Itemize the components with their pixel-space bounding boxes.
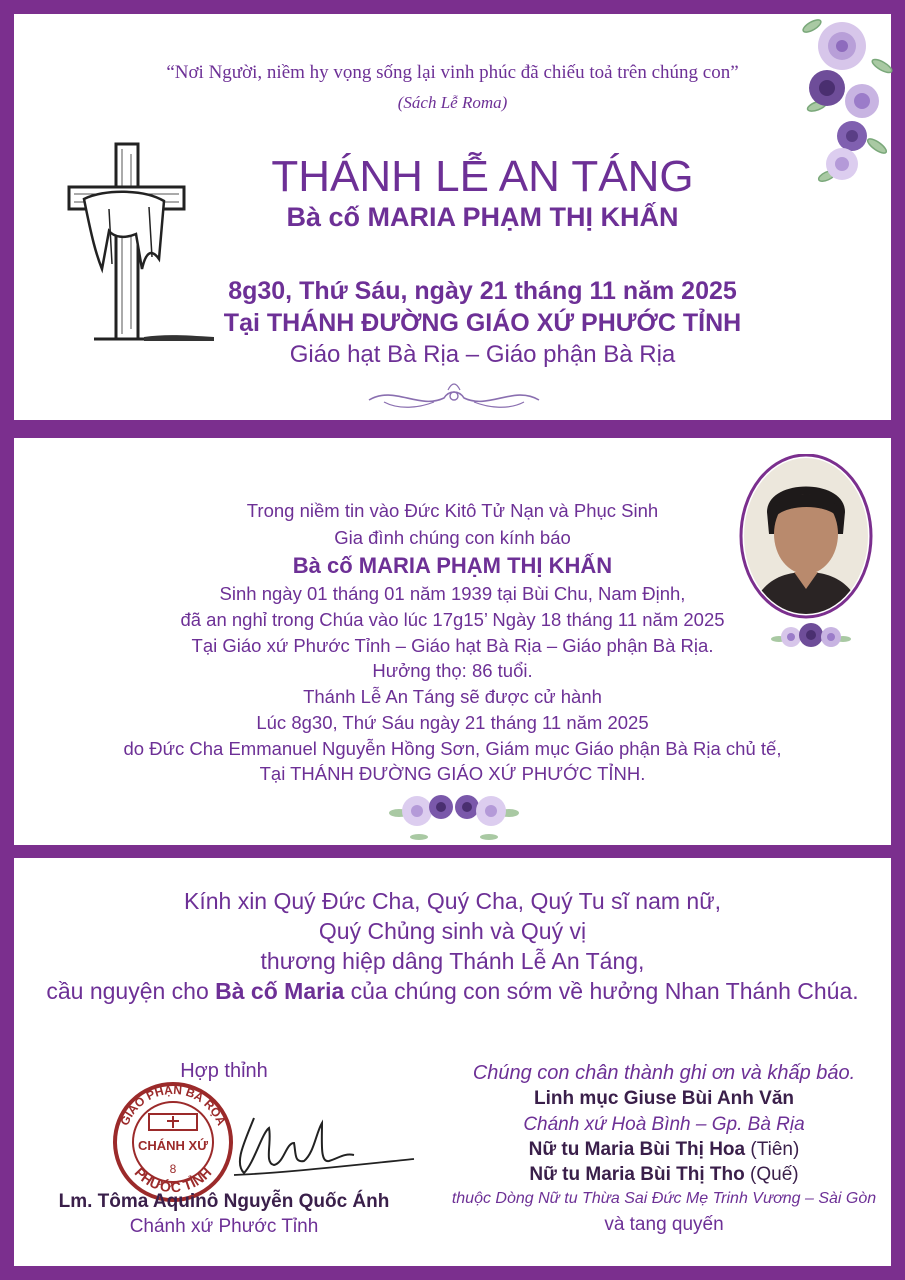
age-line: Hưởng thọ: 86 tuổi. [372, 660, 533, 681]
parish-line: Tại Giáo xứ Phước Tỉnh – Giáo hạt Bà Rịa – Giáo phận Bà Rịa. [191, 635, 714, 656]
parish-priest-name: Lm. Tôma Aquinô Nguyễn Quốc Ánh [58, 1191, 390, 1212]
quote-source: (Sách Lễ Roma) [397, 93, 508, 112]
invitation-line-4 [14, 978, 891, 1005]
svg-text:8: 8 [169, 1162, 177, 1176]
announcement-panel [14, 438, 891, 845]
invitation-line-1: Kính xin Quý Đức Cha, Quý Cha, Quý Tu sĩ nam nữ, [183, 888, 721, 914]
sister-2-name: Nữ tu Maria Bùi Thị Tho [529, 1164, 745, 1185]
stamp-bottom-text: PHƯỚC TỈNH [131, 1164, 215, 1196]
family-line: và tang quyến [604, 1214, 724, 1235]
mass-location: Tại THÁNH ĐƯỜNG GIÁO XỨ PHƯỚC TỈNH [223, 309, 742, 337]
deceased-name: Bà cố MARIA PHẠM THỊ KHẤN [292, 553, 613, 578]
priest-name: Linh mục Giuse Bùi Anh Văn [533, 1088, 795, 1109]
gratitude-line: Chúng con chân thành ghi ơn và khấp báo. [472, 1062, 856, 1084]
birth-line: Sinh ngày 01 tháng 01 năm 1939 tại Bùi Chu, Nam Định, [219, 583, 686, 604]
sister-1 [434, 1139, 894, 1161]
church-line: Tại THÁNH ĐƯỜNG GIÁO XỨ PHƯỚC TỈNH. [259, 763, 646, 784]
mass-datetime: 8g30, Thứ Sáu, ngày 21 tháng 11 năm 2025 [228, 277, 737, 305]
family-announce-line: Gia đình chúng con kính báo [334, 527, 571, 548]
invitation-panel [14, 858, 891, 1266]
invitation-line-4-bold: Bà cố Maria [215, 978, 345, 1004]
mass-time-line: Lúc 8g30, Thứ Sáu ngày 21 tháng 11 năm 2025 [256, 712, 649, 733]
deceased-name-heading: Bà cố MARIA PHẠM THỊ KHẤN [286, 202, 679, 232]
portrait-photo [739, 454, 873, 624]
stamp-center-text: CHÁNH XỨ [137, 1138, 209, 1153]
opening-quote: “Nơi Người, niềm hy vọng sống lại vinh phúc đã chiếu toả trên chúng con” [166, 62, 739, 83]
sister-1-name: Nữ tu Maria Bùi Thị Hoa [528, 1139, 746, 1160]
stamp-top-text: GIÁO PHẬN BÀ RỌA [117, 1082, 229, 1128]
sister-1-suffix: (Tiên) [745, 1139, 800, 1160]
diocese-line: Giáo hạt Bà Rịa – Giáo phận Bà Rịa [289, 341, 676, 368]
handwritten-signature [214, 1103, 424, 1183]
rose-decoration-icon [771, 613, 851, 661]
religious-order: thuộc Dòng Nữ tu Thừa Sai Đức Mẹ Trinh Vương – Sài Gòn [451, 1190, 877, 1207]
faith-line: Trong niềm tin vào Đức Kitô Tử Nạn và Phục Sinh [246, 500, 659, 521]
invitation-line-4-pre: cầu nguyện cho [46, 978, 216, 1004]
parish-priest-role: Chánh xứ Phước Tỉnh [129, 1216, 319, 1237]
invitation-line-4-post: của chúng con sớm về hưởng Nhan Thánh Chúa. [344, 978, 859, 1004]
mass-announce-line: Thánh Lễ An Táng sẽ được cử hành [303, 686, 602, 707]
rose-decoration-icon [797, 6, 897, 196]
celebrant-line: do Đức Cha Emmanuel Nguyễn Hồng Sơn, Giám mục Giáo phận Bà Rịa chủ tế, [123, 738, 782, 759]
co-sign-label: Hợp thỉnh [180, 1060, 268, 1082]
sister-2 [434, 1164, 894, 1186]
death-line: đã an nghỉ trong Chúa vào lúc 17g15’ Ngày 18 tháng 11 năm 2025 [180, 609, 725, 630]
flourish-ornament [364, 380, 544, 416]
rose-decoration-icon [389, 783, 519, 845]
sister-2-suffix: (Quế) [744, 1164, 799, 1185]
invitation-line-2: Quý Chủng sinh và Quý vị [318, 918, 587, 944]
invitation-line-3: thương hiệp dâng Thánh Lễ An Táng, [260, 948, 645, 974]
header-panel [14, 14, 891, 420]
priest-role: Chánh xứ Hoà Bình – Gp. Bà Rịa [523, 1114, 805, 1135]
page-title: THÁNH LỄ AN TÁNG [271, 152, 694, 201]
